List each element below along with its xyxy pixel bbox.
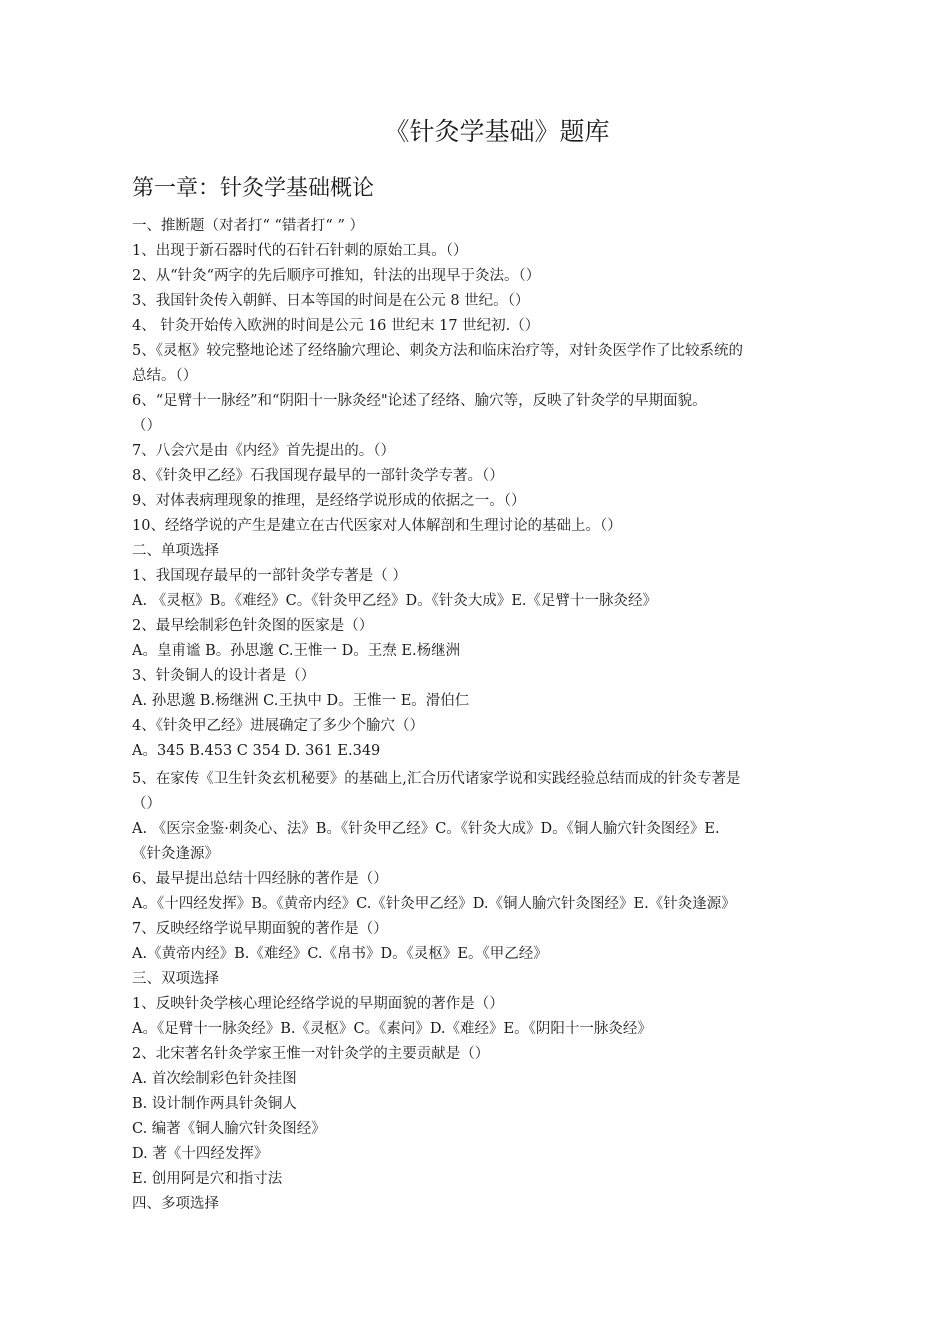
section-heading: 二、单项选择	[132, 543, 219, 559]
document-page	[132, 112, 832, 1217]
question-line: （）	[132, 418, 161, 434]
question-line: （）	[132, 796, 161, 812]
question-line: 8、《针灸甲乙经》石我国现存最早的一部针灸学专著。（）	[132, 468, 504, 484]
question-line: D. 著《十四经发挥》	[132, 1146, 269, 1162]
question-line: 3、我国针灸传入朝鲜、日本等国的时间是在公元 8 世纪。（）	[132, 293, 530, 309]
question-section	[132, 1192, 832, 1217]
question-line: E. 创用阿是穴和指寸法	[132, 1171, 283, 1187]
question-line: 7、八会穴是由《内经》首先提出的。（）	[132, 443, 395, 459]
question-line: A. 《医宗金鉴·刺灸心、法》B。《针灸甲乙经》C。《针灸大成》D。《铜人腧穴针灸图经》E.	[132, 821, 720, 837]
document-title: 《针灸学基础》题库	[384, 117, 610, 146]
question-line: 1、我国现存最早的一部针灸学专著是（ ）	[132, 568, 407, 584]
question-line: 6、“足臂十一脉经”和“阴阳十一脉灸经"论述了经络、腧穴等，反映了针灸学的早期面貌。	[132, 393, 707, 409]
question-line: 2、最早绘制彩色针灸图的医家是（）	[132, 618, 374, 634]
question-line: B. 设计制作两具针灸铜人	[132, 1096, 297, 1112]
question-line: 2、北宋著名针灸学家王惟一对针灸学的主要贡献是（）	[132, 1046, 490, 1062]
question-line: A. 孙思邈 B.杨继洲 C.王执中 D。王惟一 E。滑伯仁	[132, 693, 470, 709]
question-section	[132, 764, 832, 967]
question-line: 5、在家传《卫生针灸玄机秘要》的基础上,汇合历代诸家学说和实践经验总结而成的针灸专著是	[132, 771, 741, 787]
question-section	[132, 967, 832, 1192]
question-line: A。皇甫谧 B。孙思邈 C.王惟一 D。王焘 E.杨继洲	[132, 643, 461, 659]
section-heading: 一、推断题（对者打“ “错者打“ ” ）	[132, 218, 364, 234]
question-line: A. 《灵枢》B。《难经》C。《针灸甲乙经》D。《针灸大成》E.《足臂十一脉灸经》	[132, 593, 658, 609]
question-line: 6、最早提出总结十四经脉的著作是（）	[132, 871, 388, 887]
question-line: C. 编著《铜人腧穴针灸图经》	[132, 1121, 326, 1137]
question-line: 《针灸逢源》	[132, 846, 219, 862]
question-section	[132, 539, 832, 764]
question-line: 4、 针灸开始传入欧洲的时间是公元 16 世纪末 17 世纪初.（）	[132, 318, 540, 334]
chapter-title: 第一章：针灸学基础概论	[132, 176, 375, 201]
question-line: 5、《灵枢》较完整地论述了经络腧穴理论、刺灸方法和临床治疗等，对针灸医学作了比较系统的	[132, 343, 743, 359]
question-section	[132, 214, 832, 539]
question-line: 1、反映针灸学核心理论经络学说的早期面貌的著作是（）	[132, 996, 504, 1012]
question-line: 9、对体表病理现象的推理，是经络学说形成的依据之一。（）	[132, 493, 526, 509]
question-line: A。《足臂十一脉灸经》B.《灵枢》C。《素问》D.《难经》E。《阴阳十一脉灸经》	[132, 1021, 652, 1037]
question-line: 2、从“针灸“两字的先后顺序可推知，针法的出现早于灸法。（）	[132, 268, 541, 284]
question-line: 10、经络学说的产生是建立在古代医家对人体解剖和生理讨论的基础上。（）	[132, 518, 622, 534]
section-heading: 四、多项选择	[132, 1196, 219, 1212]
question-line: A。345 B.453 C 354 D. 361 E.349	[132, 743, 381, 759]
question-line: 总结。（）	[132, 368, 198, 384]
question-line: 3、针灸铜人的设计者是（）	[132, 668, 316, 684]
question-line: 7、反映经络学说早期面貌的著作是（）	[132, 921, 388, 937]
question-bank-content	[132, 214, 832, 1217]
question-line: A.《黄帝内经》B.《难经》C.《帛书》D。《灵枢》E。《甲乙经》	[132, 946, 548, 962]
question-line: 1、出现于新石器时代的石针石针刺的原始工具。（）	[132, 243, 468, 259]
question-line: A. 首次绘制彩色针灸挂图	[132, 1071, 297, 1087]
question-line: 4、《针灸甲乙经》进展确定了多少个腧穴（）	[132, 718, 424, 734]
question-line: A。《十四经发挥》B。《黄帝内经》C.《针灸甲乙经》D.《铜人腧穴针灸图经》E.《针灸逢源》	[132, 896, 736, 912]
section-heading: 三、双项选择	[132, 971, 219, 987]
